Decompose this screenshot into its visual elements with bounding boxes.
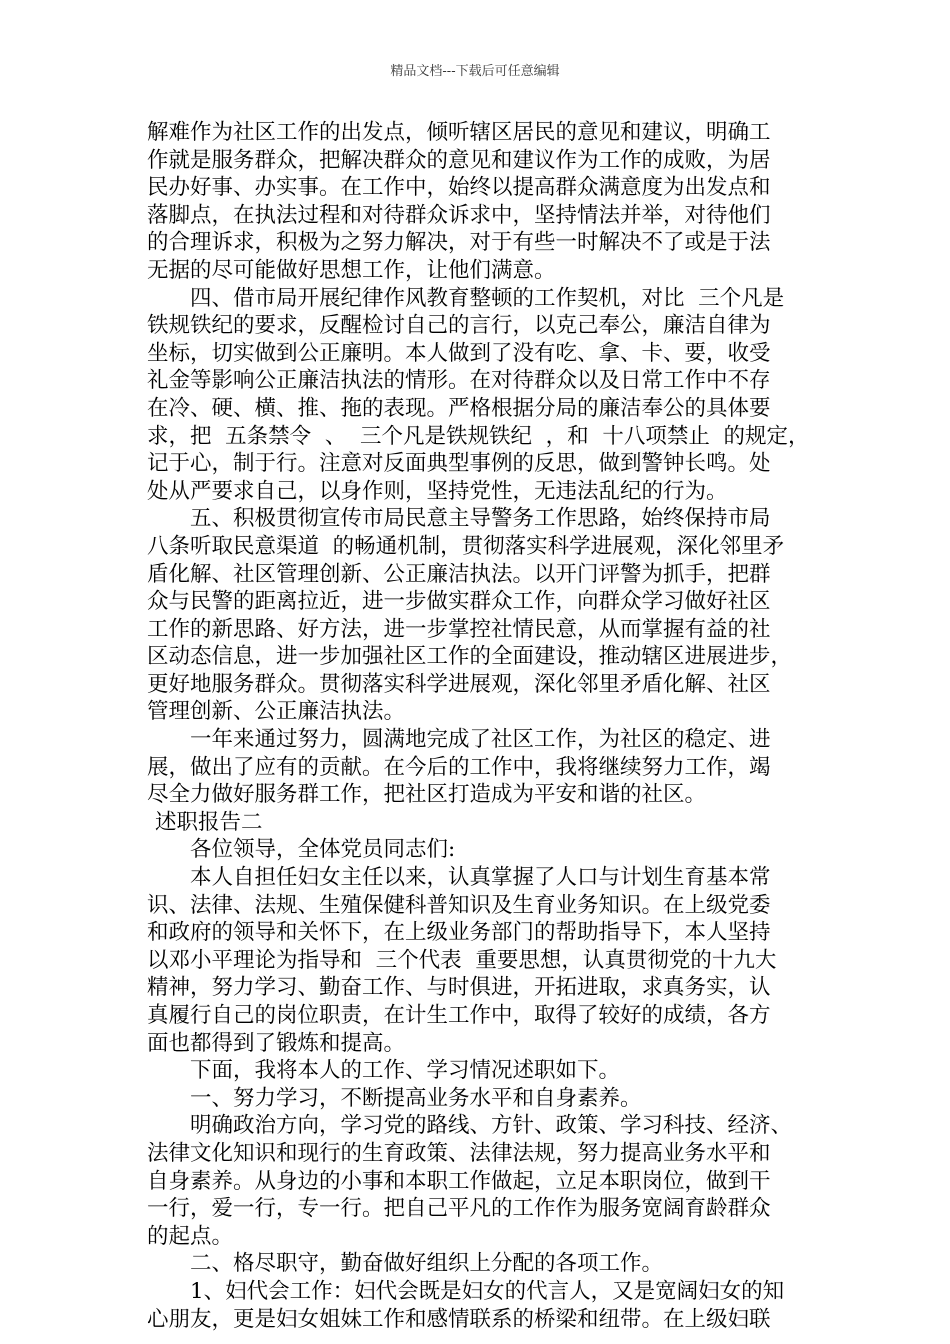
text-line: 八条听取民意渠道 的畅通机制，贯彻落实科学进展观，深化邻里矛 (147, 533, 785, 559)
page-header: 精品文档---下载后可任意编辑 (390, 64, 560, 79)
text-line: 求，把 五条禁令 、 三个凡是铁规铁纪 ，和 十八项禁止 的规定， (147, 423, 810, 449)
text-line: 本人自担任妇女主任以来，认真掌握了人口与计划生育基本常 (190, 865, 771, 891)
text-line: 落脚点，在执法过程和对待群众诉求中，坚持情法并举，对待他们 (147, 202, 771, 228)
text-line: 真履行自己的岗位职责，在计生工作中，取得了较好的成绩，各方 (147, 1003, 771, 1028)
text-line: 各位领导，全体党员同志们: (190, 837, 456, 863)
text-line: 下面，我将本人的工作、学习情况述职如下。 (190, 1058, 621, 1084)
text-line: 尽全力做好服务群工作，把社区打造成为平安和谐的社区。 (147, 782, 707, 808)
text-line: 铁规铁纪的要求，反醒检讨自己的言行，以克己奉公，廉洁自律为 (147, 313, 771, 339)
text-line: 记于心，制于行。注意对反面典型事例的反思，做到警钟长鸣。处 (147, 451, 771, 477)
text-line: 精神，努力学习、勤奋工作、与时俱进，开拓进取，求真务实，认 (147, 975, 771, 1001)
text-line: 无据的尽可能做好思想工作，让他们满意。 (147, 257, 556, 283)
text-line: 四、借市局开展纪律作风教育整顿的工作契机，对比 三个凡是 (190, 285, 785, 311)
text-line: 的起点。 (147, 1223, 234, 1249)
text-line: 礼金等影响公正廉洁执法的情形。在对待群众以及日常工作中不存 (147, 368, 771, 394)
text-line: 工作的新思路、好方法，进一步掌控社情民意，从而掌握有益的社 (147, 616, 771, 642)
text-line: 识、法律、法规、生殖保健科普知识及生育业务知识。在上级党委 (147, 892, 771, 918)
text-line: 管理创新、公正廉洁执法。 (147, 699, 406, 725)
text-line: 区动态信息，进一步加强社区工作的全面建设，推动辖区进展进步， (147, 644, 793, 670)
text-line: 作就是服务群众，把解决群众的意见和建议作为工作的成败，为居 (147, 147, 771, 173)
text-line: 坐标，切实做到公正廉明。本人做到了没有吃、拿、卡、要，收受 (147, 340, 771, 366)
text-line: 和政府的领导和关怀下，在上级业务部门的帮助指导下，本人坚持 (147, 920, 771, 946)
text-line: 解难作为社区工作的出发点，倾听辖区居民的意见和建议，明确工 (147, 120, 771, 145)
text-line: 明确政治方向，学习党的路线、方针、政策、学习科技、经济、 (190, 1113, 793, 1139)
text-line: 一年来通过努力，圆满地完成了社区工作，为社区的稳定、进 (190, 727, 771, 753)
text-line: 法律文化知识和现行的生育政策、法律法规，努力提高业务水平和 (147, 1140, 771, 1166)
text-line: 面也都得到了锻炼和提高。 (147, 1030, 406, 1056)
text-line: 五、积极贯彻宣传市局民意主导警务工作思路，始终保持市局 (190, 506, 771, 532)
text-line: 盾化解、社区管理创新、公正廉洁执法。以开门评警为抓手，把群 (147, 561, 771, 587)
document-body (147, 119, 810, 1333)
text-line: 一行，爱一行，专一行。把自己平凡的工作作为服务宽阔育龄群众 (147, 1196, 771, 1222)
text-line: 更好地服务群众。贯彻落实科学进展观，深化邻里矛盾化解、社区 (147, 671, 771, 697)
text-line: 一、努力学习，不断提高业务水平和自身素养。 (190, 1085, 642, 1111)
text-line: 心朋友，更是妇女姐妹工作和感情联系的桥梁和纽带。在上级妇联 (147, 1306, 771, 1332)
text-line: 1、妇代会工作：妇代会既是妇女的代言人，又是宽阔妇女的知 (190, 1278, 785, 1304)
text-line: 自身素养。从身边的小事和本职工作做起，立足本职岗位，做到干 (147, 1168, 771, 1194)
text-line: 以邓小平理论为指导和 三个代表 重要思想，认真贯彻党的十九大 (147, 947, 777, 973)
text-line: 在冷、硬、横、推、拖的表现。严格根据分局的廉洁奉公的具体要 (147, 395, 771, 421)
text-line: 众与民警的距离拉近，进一步做实群众工作，向群众学习做好社区 (147, 589, 771, 615)
section-heading: 述职报告二 (155, 809, 263, 835)
text-line: 处从严要求自己，以身作则，坚持党性，无违法乱纪的行为。 (147, 478, 728, 504)
text-line: 民办好事、办实事。在工作中，始终以提高群众满意度为出发点和 (147, 175, 771, 201)
text-line: 的合理诉求，积极为之努力解决，对于有些一时解决不了或是于法 (147, 230, 771, 256)
text-line: 二、格尽职守，勤奋做好组织上分配的各项工作。 (190, 1251, 664, 1277)
text-line: 展，做出了应有的贡献。在今后的工作中，我将继续努力工作，竭 (147, 754, 771, 780)
